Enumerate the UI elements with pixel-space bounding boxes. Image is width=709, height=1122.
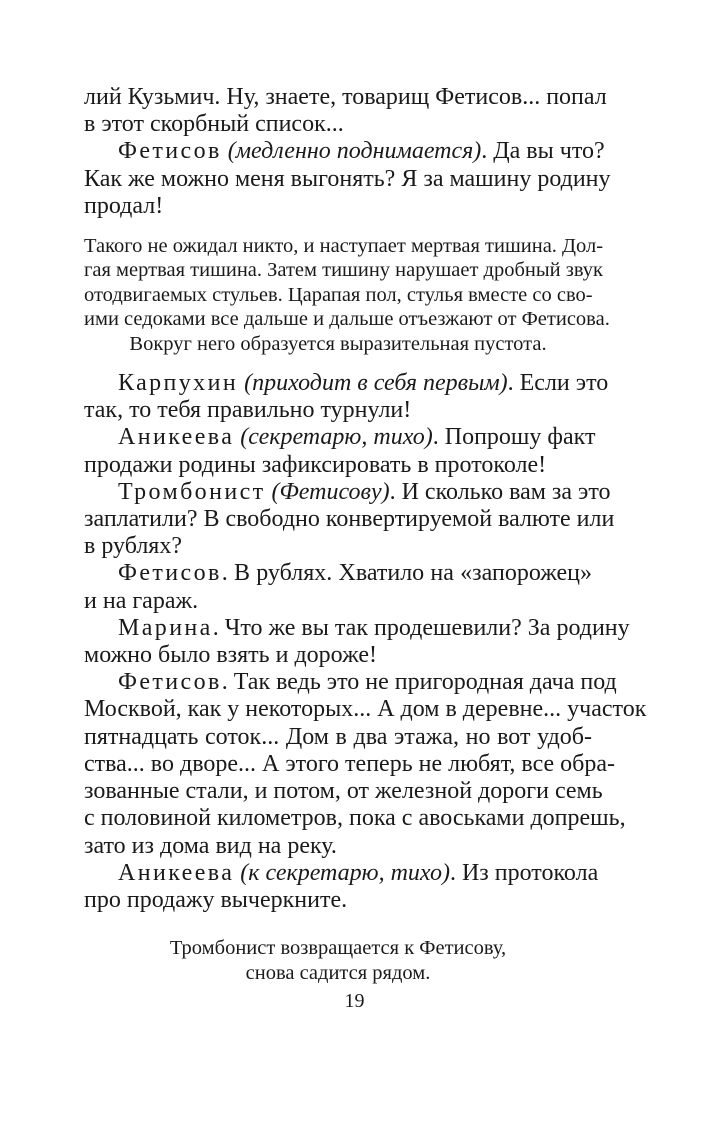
dialogue-fetisov — [84, 138, 611, 220]
dialogue-first-line — [84, 560, 592, 587]
speaker-name: Карпухин — [118, 370, 239, 397]
dialogue-first-line — [84, 669, 617, 696]
stage-remark: (секретарю, тихо) — [240, 424, 433, 451]
text-line: заплатили? В свободно конвертируемой валюте или — [84, 506, 615, 533]
dialogue-text: . Что же вы так продешевили? За родину — [212, 614, 630, 641]
stage-remark: (Фетисову) — [271, 478, 390, 505]
speaker-name: Тромбонист — [118, 478, 266, 505]
stage-direction — [84, 234, 610, 356]
dialogue-anikeeva — [84, 859, 599, 914]
text-line: пятнадцать соток... Дом в два этажа, но вот удоб- — [84, 723, 592, 750]
text-line: в этот скорбный список... — [84, 111, 344, 138]
page-body — [84, 84, 647, 986]
stage-remark: (медленно поднимается) — [227, 138, 482, 165]
text-line: ства... во дворе... А этого теперь не любят, все обра- — [84, 750, 616, 777]
dialogue-text: . И сколько вам за это — [389, 478, 611, 505]
text-line: Как же можно меня выгонять? Я за машину родину — [84, 165, 611, 192]
text-line: про продажу вычеркните. — [84, 886, 348, 913]
speaker-name: Аникеева — [118, 859, 235, 886]
speaker-name: Аникеева — [118, 424, 235, 451]
stage-line: ими седоками все дальше и дальше отъезжают от Фетисова. — [84, 308, 610, 331]
dialogue-text: . Так ведь это не пригородная дача под — [221, 669, 617, 696]
dialogue-first-line — [84, 859, 599, 887]
dialogue-first-line — [84, 424, 596, 451]
page-number: 19 — [344, 990, 365, 1012]
stage-direction-final — [84, 936, 592, 986]
dialogue-anikeeva — [84, 424, 596, 478]
dialogue-fetisov — [84, 669, 647, 859]
dialogue-first-line — [84, 614, 630, 642]
dialogue-first-line — [84, 138, 605, 165]
speaker-name: Марина — [118, 614, 213, 641]
stage-line: гая мертвая тишина. Затем тишину нарушает дробный звук — [84, 259, 604, 282]
text-line: зованные стали, и потом, от железной дороги семь — [84, 778, 603, 805]
dialogue-first-line — [84, 478, 611, 506]
text-line: можно было взять и дороже! — [84, 642, 377, 669]
dialogue-fetisov — [84, 560, 592, 614]
text-line: лий Кузьмич. Ну, знаете, товарищ Фетисов... попал — [84, 84, 607, 110]
stage-line: отодвигаемых стульев. Царапая пол, стулья вместе со сво- — [84, 283, 593, 306]
dialogue-text: . Если это — [507, 370, 609, 397]
stage-line: Тромбонист возвращается к Фетисову, — [169, 937, 507, 960]
text-line: в рублях? — [84, 533, 182, 560]
speaker-name: Фетисов — [118, 138, 222, 165]
dialogue-text: . Да вы что? — [481, 138, 605, 165]
stage-remark: (к секретарю, тихо) — [240, 859, 450, 886]
stage-line: снова садится рядом. — [245, 962, 431, 985]
stage-remark: (приходит в себя первым) — [244, 370, 508, 397]
text-line: так, то тебя правильно турнули! — [84, 397, 412, 424]
dialogue-text: . Из протокола — [449, 859, 599, 886]
dialogue-marina — [84, 614, 630, 669]
dialogue-continuation — [84, 84, 607, 138]
stage-line: Вокруг него образуется выразительная пустота. — [129, 332, 547, 355]
stage-line: Такого не ожидал никто, и наступает мертвая тишина. Дол- — [84, 235, 604, 258]
dialogue-karpukhin — [84, 370, 609, 424]
text-line: продажи родины зафиксировать в протоколе! — [84, 451, 547, 478]
dialogue-trombonist — [84, 478, 615, 561]
text-line: с половиной километров, пока с авоськами допрешь, — [84, 805, 626, 832]
text-line: продал! — [84, 192, 164, 219]
text-line: Москвой, как у некоторых... А дом в деревне... участок — [84, 696, 647, 723]
text-line: и на гараж. — [84, 587, 199, 614]
dialogue-text: . Попрошу факт — [432, 424, 596, 451]
dialogue-text: . В рублях. Хватило на «запорожец» — [221, 560, 592, 587]
speaker-name: Фетисов — [118, 669, 222, 696]
dialogue-first-line — [84, 370, 609, 397]
speaker-name: Фетисов — [118, 560, 222, 587]
text-line: зато из дома вид на реку. — [84, 832, 337, 859]
